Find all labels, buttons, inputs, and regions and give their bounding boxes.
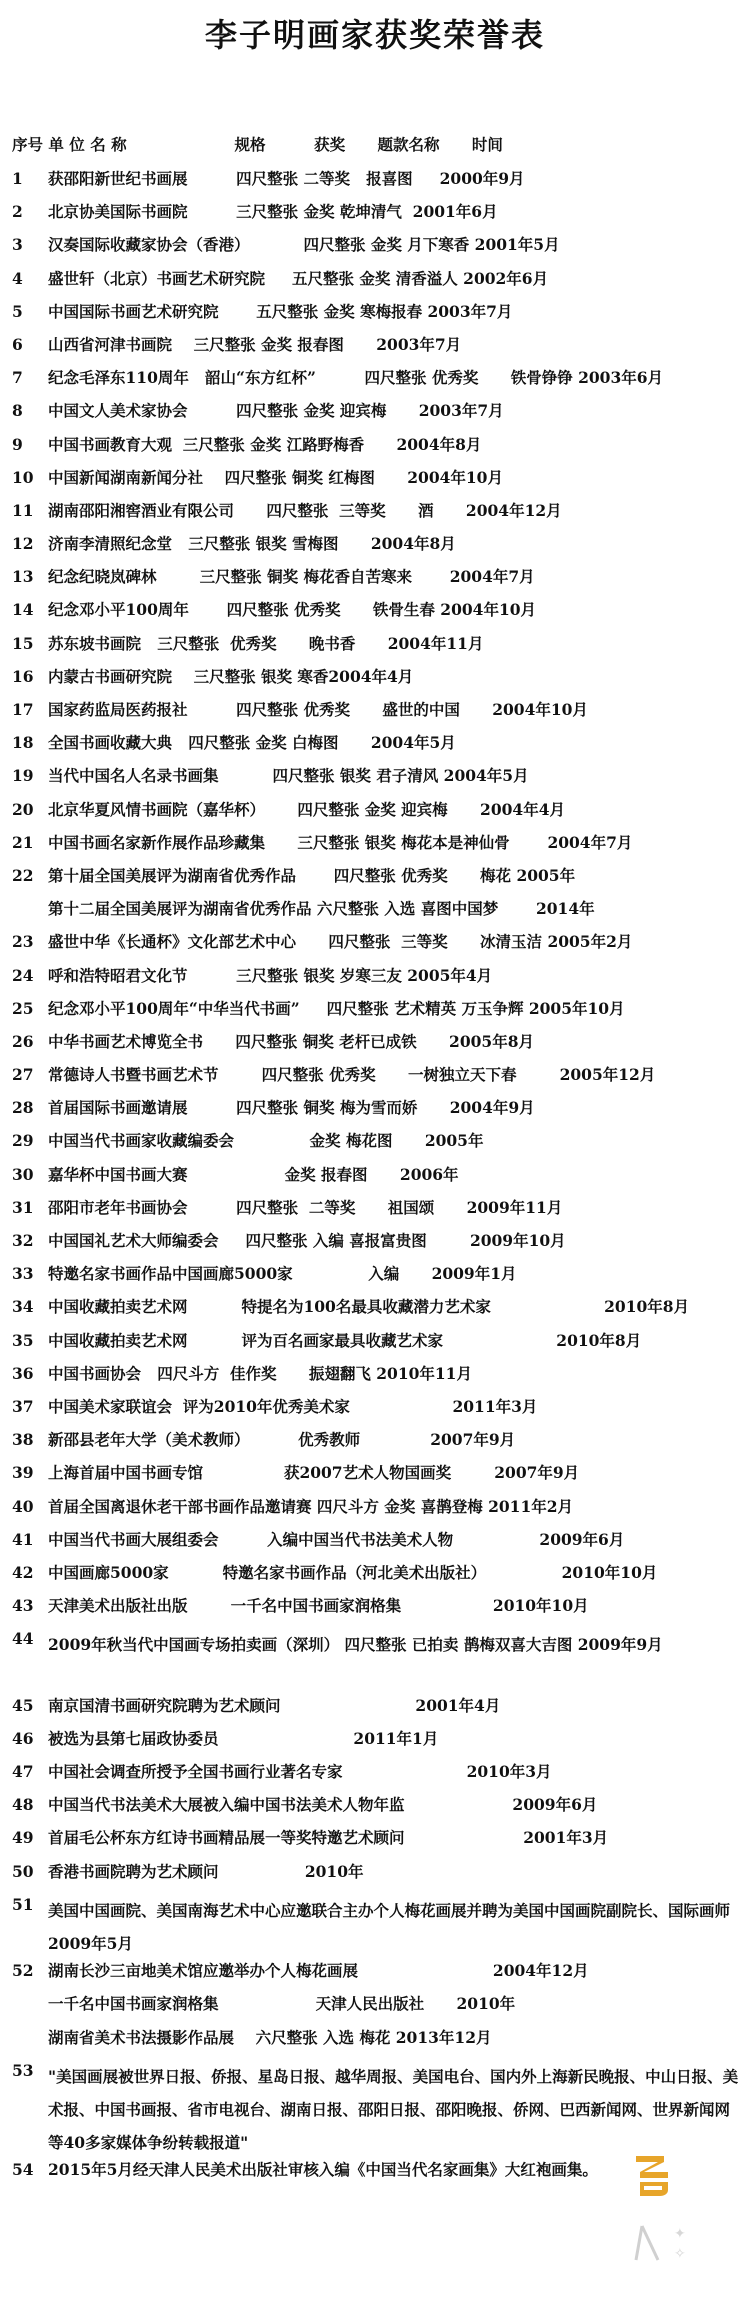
row-text: 中国书画教育大观 三尺整张 金奖 江路野梅香 2004年8月 bbox=[48, 434, 482, 454]
row-text: 首届全国离退休老干部书画作品邀请赛 四尺斗方 金奖 喜鹊登梅 2011年2月 bbox=[48, 1496, 574, 1516]
row-text: 纪念毛泽东110周年 韶山“东方红杯” 四尺整张 优秀奖 铁骨铮铮 2003年6月 bbox=[48, 368, 664, 388]
row-text: 中国收藏拍卖艺术网 特提名为100名最具收藏潜力艺术家 2010年8月 bbox=[48, 1297, 690, 1317]
row-number: 38 bbox=[12, 1430, 34, 1450]
row-text: 中国书画协会 四尺斗方 佳作奖 振翅翻飞 2010年11月 bbox=[48, 1363, 472, 1383]
row-number: 41 bbox=[12, 1529, 34, 1549]
table-row bbox=[12, 500, 742, 533]
row-number: 52 bbox=[12, 1961, 34, 1981]
table-row bbox=[12, 1097, 742, 1130]
row-text: 中国当代书画家收藏编委会 金奖 梅花图 2005年 bbox=[48, 1131, 484, 1151]
table-row bbox=[12, 334, 742, 367]
row-text: 汉奏国际收藏家协会（香港） 四尺整张 金奖 月下寒香 2001年5月 bbox=[48, 235, 560, 255]
row-text: 中国书画名家新作展作品珍藏集 三尺整张 银奖 梅花本是神仙骨 2004年7月 bbox=[48, 832, 633, 852]
row-text: 中国国礼艺术大师编委会 四尺整张 入编 喜报富贵图 2009年10月 bbox=[48, 1231, 566, 1250]
table-row bbox=[12, 1861, 742, 1894]
row-text: 2015年5月经天津人民美术出版社审核入编《中国当代名家画集》大红袍画集。 bbox=[48, 2160, 598, 2180]
row-text: 中国画廊5000家 特邀名家书画作品（河北美术出版社） 2010年10月 bbox=[48, 1562, 658, 1582]
table-row bbox=[12, 1363, 742, 1396]
row-number: 45 bbox=[12, 1695, 34, 1715]
row-text: 纪念邓小平100周年“中华当代书画” 四尺整张 艺术精英 万玉争辉 2005年10月 bbox=[48, 998, 625, 1018]
table-row bbox=[12, 699, 742, 732]
row-number: 25 bbox=[12, 998, 34, 1018]
table-row bbox=[12, 1628, 742, 1694]
row-text: 国家药监局医药报社 四尺整张 优秀奖 盛世的中国 2004年10月 bbox=[48, 700, 588, 719]
table-row bbox=[12, 1827, 742, 1860]
logo-icon bbox=[630, 2148, 676, 2200]
row-number: 3 bbox=[12, 235, 23, 255]
row-text: 北京协美国际书画院 三尺整张 金奖 乾坤清气 2001年6月 bbox=[48, 202, 498, 222]
row-text: 呼和浩特昭君文化节 三尺整张 银奖 岁寒三友 2005年4月 bbox=[48, 965, 493, 985]
row-text: 山西省河津书画院 三尺整张 金奖 报春图 2003年7月 bbox=[48, 334, 462, 354]
table-row bbox=[12, 168, 742, 201]
row-number: 43 bbox=[12, 1596, 34, 1616]
row-text: 首届国际书画邀请展 四尺整张 铜奖 梅为雪而娇 2004年9月 bbox=[48, 1098, 535, 1118]
row-number: 14 bbox=[12, 600, 34, 620]
table-row bbox=[12, 1197, 742, 1230]
row-text: 纪念邓小平100周年 四尺整张 优秀奖 铁骨生春 2004年10月 bbox=[48, 600, 537, 620]
row-number: 15 bbox=[12, 633, 34, 653]
row-number: 48 bbox=[12, 1795, 34, 1815]
row-number: 26 bbox=[12, 1031, 34, 1051]
table-row bbox=[12, 1064, 742, 1097]
table-row bbox=[12, 533, 742, 566]
row-number: 24 bbox=[12, 965, 34, 985]
row-text: 邵阳市老年书画协会 四尺整张 二等奖 祖国颂 2009年11月 bbox=[48, 1197, 563, 1217]
row-number: 20 bbox=[12, 799, 34, 819]
svg-text:✦: ✦ bbox=[674, 2226, 686, 2242]
table-row bbox=[12, 931, 742, 964]
row-text: 特邀名家书画作品中国画廊5000家 入编 2009年1月 bbox=[48, 1264, 517, 1284]
table-row bbox=[12, 268, 742, 301]
row-number: 35 bbox=[12, 1330, 34, 1350]
table-row bbox=[12, 998, 742, 1031]
row-text: 中国新闻湖南新闻分社 四尺整张 铜奖 红梅图 2004年10月 bbox=[48, 467, 503, 487]
table-row bbox=[12, 434, 742, 467]
row-text: 南京国清书画研究院聘为艺术顾问 2001年4月 bbox=[48, 1695, 501, 1715]
table-row bbox=[12, 898, 742, 931]
table-row bbox=[12, 832, 742, 865]
table-row bbox=[12, 1462, 742, 1495]
row-number: 5 bbox=[12, 301, 23, 321]
row-text: 第十二届全国美展评为湖南省优秀作品 六尺整张 入选 喜图中国梦 2014年 bbox=[48, 899, 595, 919]
row-number: 51 bbox=[12, 1894, 34, 1914]
table-row bbox=[12, 1296, 742, 1329]
row-number: 8 bbox=[12, 401, 23, 421]
row-number: 6 bbox=[12, 334, 23, 354]
table-row bbox=[12, 2060, 742, 2160]
table-row bbox=[12, 1794, 742, 1827]
table-row bbox=[12, 1728, 742, 1761]
table-row bbox=[12, 1164, 742, 1197]
row-text: 中国当代书画大展组委会 入编中国当代书法美术人物 2009年6月 bbox=[48, 1529, 625, 1549]
table-row bbox=[12, 400, 742, 433]
row-number: 53 bbox=[12, 2060, 34, 2080]
row-number: 33 bbox=[12, 1264, 34, 1284]
table-row bbox=[12, 1396, 742, 1429]
row-number: 30 bbox=[12, 1164, 34, 1184]
table-row bbox=[12, 666, 742, 699]
row-text: 全国书画收藏大典 四尺整张 金奖 白梅图 2004年5月 bbox=[48, 733, 456, 753]
row-number: 47 bbox=[12, 1762, 34, 1782]
table-row bbox=[12, 1695, 742, 1728]
table-row bbox=[12, 732, 742, 765]
row-number: 39 bbox=[12, 1463, 34, 1483]
row-text: 上海首届中国书画专馆 获2007艺术人物国画奖 2007年9月 bbox=[48, 1463, 580, 1483]
table-row bbox=[12, 865, 742, 898]
row-text: 天津美术出版社出版 一千名中国书画家润格集 2010年10月 bbox=[48, 1596, 589, 1616]
table-row bbox=[12, 1529, 742, 1562]
row-text: 中国文人美术家协会 四尺整张 金奖 迎宾梅 2003年7月 bbox=[48, 401, 504, 421]
table-row bbox=[12, 1031, 742, 1064]
award-list bbox=[12, 168, 742, 2193]
row-text: 内蒙古书画研究院 三尺整张 银奖 寒香2004年4月 bbox=[48, 666, 414, 686]
svg-text:✧: ✧ bbox=[674, 2246, 686, 2262]
row-text: 首届毛公杯东方红诗书画精品展一等奖特邀艺术顾问 2001年3月 bbox=[48, 1828, 609, 1848]
row-text: 新邵县老年大学（美术教师） 优秀教师 2007年9月 bbox=[48, 1430, 516, 1450]
table-row bbox=[12, 1761, 742, 1794]
row-text: 中国美术家联谊会 评为2010年优秀美术家 2011年3月 bbox=[48, 1396, 538, 1416]
row-text: 中国收藏拍卖艺术网 评为百名画家最具收藏艺术家 2010年8月 bbox=[48, 1330, 642, 1350]
row-text: 美国中国画院、美国南海艺术中心应邀联合主办个人梅花画展并聘为美国中国画院副院长、国际画师 2009年5月 bbox=[48, 1900, 731, 1953]
table-row bbox=[12, 2027, 742, 2060]
row-text: 中国国际书画艺术研究院 五尺整张 金奖 寒梅报春 2003年7月 bbox=[48, 301, 513, 321]
row-number: 27 bbox=[12, 1065, 34, 1085]
row-number: 2 bbox=[12, 202, 23, 222]
row-text: 湖南长沙三亩地美术馆应邀举办个人梅花画展 2004年12月 bbox=[48, 1961, 589, 1981]
row-number: 7 bbox=[12, 368, 23, 388]
row-text: 盛世中华《长通杯》文化部艺术中心 四尺整张 三等奖 冰清玉洁 2005年2月 bbox=[48, 932, 633, 952]
table-row bbox=[12, 599, 742, 632]
page-title: 李子明画家获奖荣誉表 bbox=[204, 16, 545, 54]
table-row bbox=[12, 1130, 742, 1163]
row-number: 42 bbox=[12, 1562, 34, 1582]
row-text: 中华书画艺术博览全书 四尺整张 铜奖 老杆已成铁 2005年8月 bbox=[48, 1031, 534, 1051]
row-text: 当代中国名人名录书画集 四尺整张 银奖 君子清风 2004年5月 bbox=[48, 766, 529, 786]
row-text: 济南李清照纪念堂 三尺整张 银奖 雪梅图 2004年8月 bbox=[48, 534, 456, 554]
table-row bbox=[12, 765, 742, 798]
row-text: 一千名中国书画家润格集 天津人民出版社 2010年 bbox=[48, 1994, 516, 2014]
row-text: 被选为县第七届政协委员 2011年1月 bbox=[48, 1728, 439, 1748]
row-number: 9 bbox=[12, 434, 23, 454]
row-number: 13 bbox=[12, 567, 34, 587]
row-number: 10 bbox=[12, 467, 34, 487]
row-number: 32 bbox=[12, 1231, 34, 1250]
row-text: 盛世轩（北京）书画艺术研究院 五尺整张 金奖 清香溢人 2002年6月 bbox=[48, 268, 549, 288]
table-header: 序号 单 位 名 称 规格 获奖 题款名称 时间 bbox=[12, 135, 503, 154]
table-row bbox=[12, 1429, 742, 1462]
table-row bbox=[12, 633, 742, 666]
table-row bbox=[12, 1330, 742, 1363]
row-text: 苏东坡书画院 三尺整张 优秀奖 晚书香 2004年11月 bbox=[48, 633, 484, 653]
row-number: 29 bbox=[12, 1131, 34, 1151]
table-row bbox=[12, 201, 742, 234]
table-row bbox=[12, 1562, 742, 1595]
table-row bbox=[12, 467, 742, 500]
table-row bbox=[12, 1993, 742, 2026]
row-text: 2009年秋当代中国画专场拍卖画（深圳） 四尺整张 已拍卖 鹊梅双喜大吉图 2009年9月 bbox=[48, 1635, 663, 1655]
table-row bbox=[12, 1894, 742, 1960]
table-row bbox=[12, 367, 742, 400]
table-row bbox=[12, 1496, 742, 1529]
table-row bbox=[12, 301, 742, 334]
row-text: 嘉华杯中国书画大赛 金奖 报春图 2006年 bbox=[48, 1164, 459, 1184]
table-row bbox=[12, 1595, 742, 1628]
row-number: 21 bbox=[12, 832, 34, 852]
row-number: 40 bbox=[12, 1496, 34, 1516]
row-number: 54 bbox=[12, 2160, 34, 2180]
row-text: 湖南邵阳湘窖酒业有限公司 四尺整张 三等奖 酒 2004年12月 bbox=[48, 500, 562, 520]
table-row bbox=[12, 566, 742, 599]
table-row bbox=[12, 234, 742, 267]
row-number: 49 bbox=[12, 1828, 34, 1848]
row-number: 44 bbox=[12, 1629, 34, 1649]
table-row bbox=[12, 1960, 742, 1993]
row-text: 获邵阳新世纪书画展 四尺整张 二等奖 报喜图 2000年9月 bbox=[48, 169, 525, 188]
row-text: "美国画展被世界日报、侨报、星岛日报、越华周报、美国电台、国内外上海新民晚报、中山日报、美术报、中国书画报、省市电视台、湖南日报、邵阳日报、邵阳晚报、侨网、巴西新闻网、世界新闻网等40多家媒体争纷转载报道" bbox=[48, 2066, 739, 2152]
row-number: 1 bbox=[12, 169, 23, 188]
row-number: 4 bbox=[12, 268, 23, 288]
row-text: 中国当代书法美术大展被入编中国书法美术人物年监 2009年6月 bbox=[48, 1795, 598, 1815]
row-number: 22 bbox=[12, 865, 34, 885]
row-number: 17 bbox=[12, 700, 34, 719]
row-text: 中国社会调查所授予全国书画行业著名专家 2010年3月 bbox=[48, 1762, 552, 1782]
row-number: 31 bbox=[12, 1197, 34, 1217]
row-text: 纪念纪晓岚碑林 三尺整张 铜奖 梅花香自苦寒来 2004年7月 bbox=[48, 567, 535, 587]
row-number: 34 bbox=[12, 1297, 34, 1317]
row-text: 北京华夏风情书画院（嘉华杯） 四尺整张 金奖 迎宾梅 2004年4月 bbox=[48, 799, 565, 819]
row-text: 常德诗人书暨书画艺术节 四尺整张 优秀奖 一树独立天下春 2005年12月 bbox=[48, 1065, 656, 1085]
table-row bbox=[12, 1263, 742, 1296]
row-number: 12 bbox=[12, 534, 34, 554]
row-number: 46 bbox=[12, 1728, 34, 1748]
row-number: 36 bbox=[12, 1363, 34, 1383]
row-number: 23 bbox=[12, 932, 34, 952]
table-row bbox=[12, 799, 742, 832]
row-number: 50 bbox=[12, 1861, 34, 1881]
row-number: 37 bbox=[12, 1396, 34, 1416]
row-number: 16 bbox=[12, 666, 34, 686]
row-number: 19 bbox=[12, 766, 34, 786]
row-text: 第十届全国美展评为湖南省优秀作品 四尺整张 优秀奖 梅花 2005年 bbox=[48, 865, 576, 885]
row-text: 香港书画院聘为艺术顾问 2010年 bbox=[48, 1861, 364, 1881]
table-row bbox=[12, 965, 742, 998]
row-text: 湖南省美术书法摄影作品展 六尺整张 入选 梅花 2013年12月 bbox=[48, 2027, 492, 2047]
row-number: 28 bbox=[12, 1098, 34, 1118]
watermark-icon bbox=[632, 2216, 722, 2266]
row-number: 11 bbox=[12, 500, 34, 520]
table-row bbox=[12, 1230, 742, 1263]
row-number: 18 bbox=[12, 733, 34, 753]
